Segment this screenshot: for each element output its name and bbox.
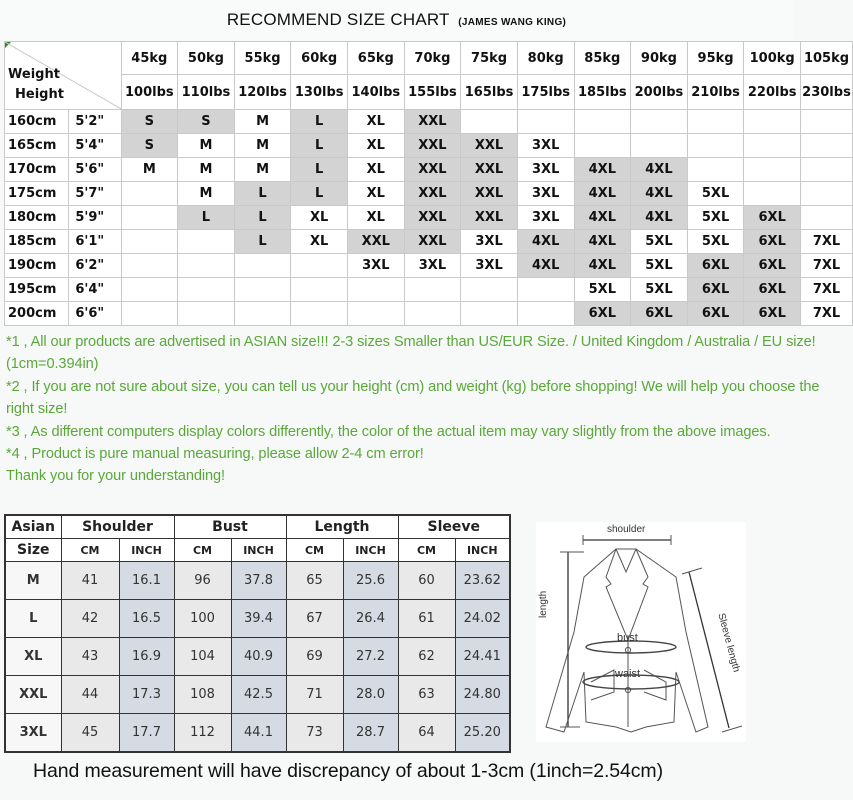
weight-kg-header: 55kg xyxy=(234,42,291,75)
size-cell xyxy=(234,302,291,326)
size-cell xyxy=(121,278,178,302)
waist-label: waist xyxy=(615,668,641,680)
size-cell xyxy=(404,278,461,302)
size-cell: XL xyxy=(291,230,348,254)
asian-size-cell: M xyxy=(5,562,61,600)
weight-lbs-header: 140lbs xyxy=(348,75,405,110)
note-line: *4 , Product is pure manual measuring, please allow 2-4 cm error! xyxy=(6,446,424,463)
size-cell: XL xyxy=(348,206,405,230)
height-row xyxy=(5,278,853,302)
weight-height-corner-cell xyxy=(5,42,122,110)
weight-lbs-header: 185lbs xyxy=(574,75,631,110)
size-cell: 5XL xyxy=(687,230,744,254)
cm-value-cell: 69 xyxy=(286,638,343,676)
size-cell: 4XL xyxy=(631,206,688,230)
weight-lbs-header-row xyxy=(5,75,853,110)
inch-value-cell: 25.20 xyxy=(455,714,510,753)
size-cell xyxy=(687,110,744,134)
size-cell: 4XL xyxy=(574,182,631,206)
weight-lbs-header: 130lbs xyxy=(291,75,348,110)
measurement-row xyxy=(5,714,510,753)
weight-kg-header: 50kg xyxy=(178,42,235,75)
size-cell xyxy=(801,134,853,158)
height-cm-cell: 175cm xyxy=(5,182,69,206)
size-cell: S xyxy=(121,110,178,134)
size-cell: 5XL xyxy=(631,278,688,302)
measurement-unit-header-row xyxy=(5,539,510,562)
size-cell: 4XL xyxy=(631,182,688,206)
inch-value-cell: 39.4 xyxy=(231,600,286,638)
size-cell xyxy=(461,302,518,326)
cm-value-cell: 62 xyxy=(398,638,455,676)
size-cell: 5XL xyxy=(631,230,688,254)
size-cell: XXL xyxy=(461,182,518,206)
size-cell: 4XL xyxy=(517,230,574,254)
height-row xyxy=(5,254,853,278)
unit-header: INCH xyxy=(343,539,398,562)
measurement-group-header-row xyxy=(5,515,510,539)
measurement-group-header: Length xyxy=(286,515,398,539)
height-row xyxy=(5,158,853,182)
inch-value-cell: 17.3 xyxy=(119,676,174,714)
size-cell: 4XL xyxy=(517,254,574,278)
inch-value-cell: 16.5 xyxy=(119,600,174,638)
size-cell: 4XL xyxy=(574,230,631,254)
size-cell xyxy=(461,110,518,134)
cm-value-cell: 67 xyxy=(286,600,343,638)
size-cell xyxy=(178,254,235,278)
size-cell: 7XL xyxy=(801,230,853,254)
size-cell: M xyxy=(234,134,291,158)
size-cell xyxy=(631,134,688,158)
size-cell: 6XL xyxy=(574,302,631,326)
size-cell xyxy=(178,230,235,254)
size-cell: 3XL xyxy=(348,254,405,278)
size-cell: 3XL xyxy=(404,254,461,278)
size-cell xyxy=(744,158,801,182)
size-cell xyxy=(801,158,853,182)
size-cell: 6XL xyxy=(687,302,744,326)
size-cell: 4XL xyxy=(574,254,631,278)
cm-value-cell: 41 xyxy=(61,562,119,600)
weight-lbs-header: 100lbs xyxy=(121,75,178,110)
size-cell xyxy=(291,278,348,302)
cm-value-cell: 44 xyxy=(61,676,119,714)
cm-value-cell: 112 xyxy=(174,714,231,753)
cm-value-cell: 43 xyxy=(61,638,119,676)
unit-header: CM xyxy=(174,539,231,562)
size-cell: 5XL xyxy=(574,278,631,302)
inch-value-cell: 27.2 xyxy=(343,638,398,676)
cm-value-cell: 61 xyxy=(398,600,455,638)
height-cm-cell: 170cm xyxy=(5,158,69,182)
inch-value-cell: 42.5 xyxy=(231,676,286,714)
size-cell: 3XL xyxy=(461,230,518,254)
size-cell: 4XL xyxy=(574,206,631,230)
inch-value-cell: 40.9 xyxy=(231,638,286,676)
height-cm-cell: 160cm xyxy=(5,110,69,134)
size-cell: 5XL xyxy=(631,254,688,278)
size-cell xyxy=(404,302,461,326)
size-cell xyxy=(121,302,178,326)
height-row xyxy=(5,110,853,134)
size-cell xyxy=(178,302,235,326)
height-cm-cell: 200cm xyxy=(5,302,69,326)
size-cell: 6XL xyxy=(744,302,801,326)
jacket-illustration xyxy=(536,522,746,742)
weight-kg-header: 105kg xyxy=(801,42,853,75)
size-cell xyxy=(517,278,574,302)
size-cell xyxy=(348,302,405,326)
size-cell xyxy=(744,134,801,158)
size-cell: M xyxy=(178,134,235,158)
size-cell: XL xyxy=(348,134,405,158)
cm-value-cell: 45 xyxy=(61,714,119,753)
asian-size-header-bottom: Size xyxy=(5,539,61,562)
note-line: *2 , If you are not sure about size, you can tell us your height (cm) and weight (kg) before shopping! We will help you choose the right size! xyxy=(6,378,820,418)
weight-lbs-header: 200lbs xyxy=(631,75,688,110)
cm-value-cell: 65 xyxy=(286,562,343,600)
weight-axis-label: Weight xyxy=(8,67,60,82)
size-cell: XXL xyxy=(404,206,461,230)
measurement-row xyxy=(5,562,510,600)
height-cm-cell: 190cm xyxy=(5,254,69,278)
garment-measurement-table xyxy=(4,514,511,753)
weight-kg-header: 75kg xyxy=(461,42,518,75)
cm-value-cell: 108 xyxy=(174,676,231,714)
length-label: length xyxy=(538,590,549,618)
size-notes xyxy=(6,331,846,488)
size-cell xyxy=(631,110,688,134)
inch-value-cell: 24.41 xyxy=(455,638,510,676)
measurement-row xyxy=(5,600,510,638)
size-cell xyxy=(744,110,801,134)
asian-size-cell: XL xyxy=(5,638,61,676)
inch-value-cell: 23.62 xyxy=(455,562,510,600)
size-cell: XL xyxy=(348,110,405,134)
height-ft-cell: 6'1" xyxy=(69,230,121,254)
size-cell: XL xyxy=(348,158,405,182)
size-cell: 7XL xyxy=(801,254,853,278)
size-cell: XL xyxy=(348,182,405,206)
weight-kg-header: 65kg xyxy=(348,42,405,75)
unit-header: INCH xyxy=(455,539,510,562)
size-cell: L xyxy=(234,230,291,254)
size-cell xyxy=(574,134,631,158)
size-cell: L xyxy=(291,134,348,158)
weight-lbs-header: 155lbs xyxy=(404,75,461,110)
height-row xyxy=(5,230,853,254)
cm-value-cell: 42 xyxy=(61,600,119,638)
cm-value-cell: 60 xyxy=(398,562,455,600)
height-row xyxy=(5,206,853,230)
size-cell: XXL xyxy=(404,110,461,134)
size-cell xyxy=(574,110,631,134)
unit-header: INCH xyxy=(119,539,174,562)
size-cell: M xyxy=(121,158,178,182)
size-cell: 7XL xyxy=(801,302,853,326)
size-cell xyxy=(178,278,235,302)
size-cell xyxy=(517,110,574,134)
cm-value-cell: 96 xyxy=(174,562,231,600)
size-cell: S xyxy=(121,134,178,158)
title-main: RECOMMEND SIZE CHART xyxy=(226,10,450,29)
inch-value-cell: 28.7 xyxy=(343,714,398,753)
height-row xyxy=(5,182,853,206)
inch-value-cell: 28.0 xyxy=(343,676,398,714)
cm-value-cell: 73 xyxy=(286,714,343,753)
unit-header: CM xyxy=(398,539,455,562)
size-cell: 5XL xyxy=(687,182,744,206)
size-cell: 6XL xyxy=(687,278,744,302)
note-line: Thank you for your understanding! xyxy=(6,468,225,485)
size-cell: 3XL xyxy=(517,182,574,206)
height-row xyxy=(5,134,853,158)
weight-lbs-header: 165lbs xyxy=(461,75,518,110)
size-cell: L xyxy=(291,182,348,206)
weight-lbs-header: 210lbs xyxy=(687,75,744,110)
cm-value-cell: 104 xyxy=(174,638,231,676)
asian-size-cell: 3XL xyxy=(5,714,61,753)
size-cell xyxy=(687,134,744,158)
weight-kg-header: 100kg xyxy=(744,42,801,75)
weight-kg-header: 80kg xyxy=(517,42,574,75)
weight-lbs-header: 120lbs xyxy=(234,75,291,110)
weight-kg-header-row xyxy=(5,42,853,75)
cm-value-cell: 100 xyxy=(174,600,231,638)
height-cm-cell: 185cm xyxy=(5,230,69,254)
size-cell: M xyxy=(178,158,235,182)
size-cell xyxy=(121,206,178,230)
page-title xyxy=(0,10,793,30)
size-cell: XXL xyxy=(404,158,461,182)
size-cell xyxy=(348,278,405,302)
bust-label: bust xyxy=(617,632,638,644)
asian-size-cell: XXL xyxy=(5,676,61,714)
measurement-group-header: Sleeve xyxy=(398,515,510,539)
unit-header: CM xyxy=(61,539,119,562)
size-cell: 6XL xyxy=(744,254,801,278)
size-cell: XXL xyxy=(404,230,461,254)
height-ft-cell: 5'6" xyxy=(69,158,121,182)
height-cm-cell: 180cm xyxy=(5,206,69,230)
size-cell xyxy=(234,278,291,302)
measurement-row xyxy=(5,676,510,714)
size-cell: 6XL xyxy=(687,254,744,278)
height-row xyxy=(5,302,853,326)
size-cell: L xyxy=(234,182,291,206)
size-cell xyxy=(291,254,348,278)
inch-value-cell: 24.02 xyxy=(455,600,510,638)
size-cell: XXL xyxy=(461,206,518,230)
weight-kg-header: 45kg xyxy=(121,42,178,75)
size-cell xyxy=(801,110,853,134)
size-cell: M xyxy=(234,158,291,182)
measurement-group-header: Shoulder xyxy=(61,515,174,539)
size-cell: M xyxy=(234,110,291,134)
measurement-group-header: Bust xyxy=(174,515,286,539)
inch-value-cell: 37.8 xyxy=(231,562,286,600)
size-cell: 4XL xyxy=(574,158,631,182)
note-line: *1 , All our products are advertised in ASIAN size!!! 2-3 sizes Smaller than US/EUR Size. / United Kingdom / Australia / EU size! (1cm=0.394in) xyxy=(6,334,816,373)
weight-kg-header: 60kg xyxy=(291,42,348,75)
size-cell xyxy=(291,302,348,326)
weight-kg-header: 85kg xyxy=(574,42,631,75)
inch-value-cell: 17.7 xyxy=(119,714,174,753)
size-recommendation-table xyxy=(4,41,853,326)
size-cell: XXL xyxy=(404,182,461,206)
size-cell: XL xyxy=(291,206,348,230)
cm-value-cell: 71 xyxy=(286,676,343,714)
size-cell xyxy=(234,254,291,278)
weight-lbs-header: 220lbs xyxy=(744,75,801,110)
title-brand: (JAMES WANG KING) xyxy=(458,17,567,28)
height-cm-cell: 195cm xyxy=(5,278,69,302)
height-axis-label: Height xyxy=(15,87,64,102)
weight-kg-header: 70kg xyxy=(404,42,461,75)
size-cell xyxy=(121,254,178,278)
height-ft-cell: 5'4" xyxy=(69,134,121,158)
size-cell xyxy=(687,158,744,182)
size-cell: 5XL xyxy=(687,206,744,230)
size-cell: L xyxy=(291,110,348,134)
asian-size-cell: L xyxy=(5,600,61,638)
weight-lbs-header: 230lbs xyxy=(801,75,853,110)
inch-value-cell: 16.9 xyxy=(119,638,174,676)
height-ft-cell: 6'2" xyxy=(69,254,121,278)
size-cell: XXL xyxy=(404,134,461,158)
size-cell: 7XL xyxy=(801,278,853,302)
size-cell: 6XL xyxy=(744,230,801,254)
size-cell: 3XL xyxy=(517,134,574,158)
measurement-disclaimer: Hand measurement will have discrepancy of about 1-3cm (1inch=2.54cm) xyxy=(33,760,663,782)
inch-value-cell: 16.1 xyxy=(119,562,174,600)
size-cell xyxy=(121,182,178,206)
jacket-measurement-diagram xyxy=(536,522,746,742)
size-cell xyxy=(744,182,801,206)
size-cell: S xyxy=(178,110,235,134)
sleeve-length-label: Sleeve length xyxy=(715,612,742,674)
size-cell xyxy=(801,206,853,230)
size-cell: 3XL xyxy=(461,254,518,278)
weight-kg-header: 90kg xyxy=(631,42,688,75)
size-cell xyxy=(461,278,518,302)
weight-lbs-header: 110lbs xyxy=(178,75,235,110)
size-cell: 4XL xyxy=(631,158,688,182)
inch-value-cell: 25.6 xyxy=(343,562,398,600)
height-ft-cell: 5'7" xyxy=(69,182,121,206)
size-cell xyxy=(517,302,574,326)
size-cell: XXL xyxy=(461,134,518,158)
weight-lbs-header: 175lbs xyxy=(517,75,574,110)
cm-value-cell: 64 xyxy=(398,714,455,753)
size-cell: XXL xyxy=(348,230,405,254)
size-cell: M xyxy=(178,182,235,206)
inch-value-cell: 24.80 xyxy=(455,676,510,714)
note-line: *3 , As different computers display colors differently, the color of the actual item may vary slightly from the above images. xyxy=(6,423,771,440)
inch-value-cell: 44.1 xyxy=(231,714,286,753)
height-ft-cell: 5'9" xyxy=(69,206,121,230)
weight-kg-header: 95kg xyxy=(687,42,744,75)
size-cell: XXL xyxy=(461,158,518,182)
inch-value-cell: 26.4 xyxy=(343,600,398,638)
unit-header: CM xyxy=(286,539,343,562)
size-cell xyxy=(121,230,178,254)
asian-size-header-top: Asian xyxy=(5,515,61,539)
unit-header: INCH xyxy=(231,539,286,562)
height-ft-cell: 5'2" xyxy=(69,110,121,134)
height-cm-cell: 165cm xyxy=(5,134,69,158)
height-ft-cell: 6'4" xyxy=(69,278,121,302)
size-cell: 6XL xyxy=(631,302,688,326)
size-cell: 6XL xyxy=(744,278,801,302)
size-cell: 3XL xyxy=(517,206,574,230)
size-cell: L xyxy=(178,206,235,230)
size-cell: 6XL xyxy=(744,206,801,230)
measurement-row xyxy=(5,638,510,676)
height-ft-cell: 6'6" xyxy=(69,302,121,326)
size-cell: L xyxy=(234,206,291,230)
shoulder-label: shoulder xyxy=(607,524,646,535)
size-cell xyxy=(801,182,853,206)
size-cell: L xyxy=(291,158,348,182)
cm-value-cell: 63 xyxy=(398,676,455,714)
size-cell: 3XL xyxy=(517,158,574,182)
